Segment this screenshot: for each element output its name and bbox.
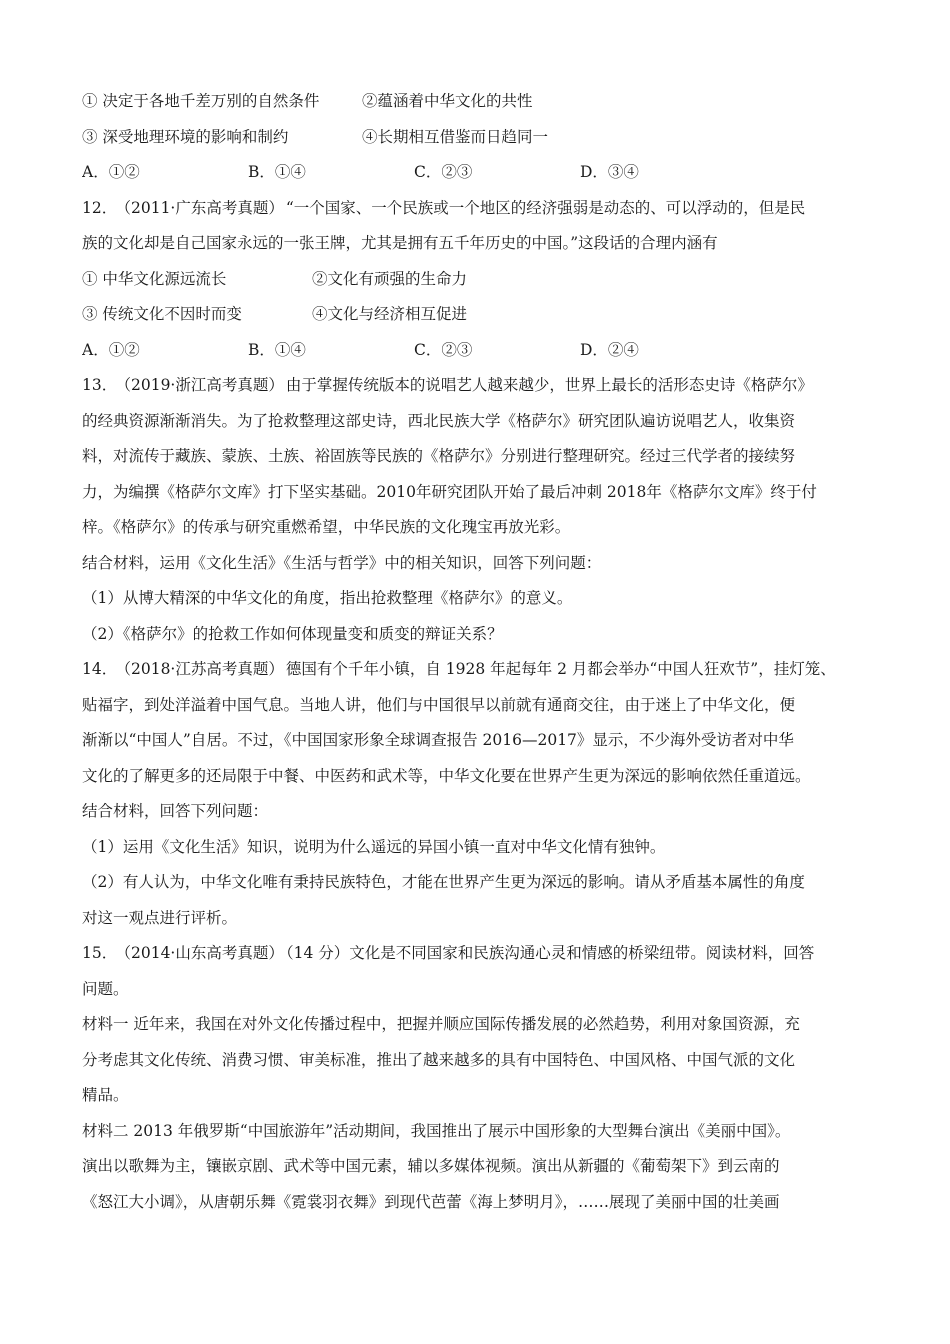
q15-number: 15．: [82, 944, 118, 962]
q14-line-2: 贴福字，到处洋溢着中国气息。当地人讲，他们与中国很早以前就有通商交往，由于迷上了中华文化，便: [82, 695, 796, 714]
q12-option-3: ③ 传统文化不因时而变: [82, 305, 242, 323]
q11-choice-c: C．②③: [414, 163, 473, 181]
q11-options-row-1: [82, 84, 882, 120]
q12-choice-d: D．②④: [580, 340, 639, 359]
q12-option-1: ① 中华文化源远流长: [82, 269, 227, 288]
q13-source: （2019·浙江高考真题）: [123, 376, 284, 394]
q11-choice-b: B．①④: [248, 163, 306, 181]
q12-choice-c: C．②③: [414, 340, 473, 359]
q14-subquestion-2-cont: 对这一观点进行评析。: [82, 908, 238, 927]
q12-options-row-2: [82, 297, 882, 333]
q13-line-4: 力，为编撰《格萨尔文库》打下坚实基础。2010年研究团队开始了最后冲刺 2018年《格萨尔文库》终于付: [82, 482, 817, 501]
q12-stem-text-1: “一个国家、一个民族或一个地区的经济强弱是动态的、可以浮动的，但是民: [285, 198, 806, 217]
q12-options-row-1: [82, 262, 882, 298]
q13-text-1: 由于掌握传统版本的说唱艺人越来越少，世界上最长的活形态史诗《格萨尔》: [285, 376, 813, 394]
q15-text-1: （14 分）文化是不同国家和民族沟通心灵和情感的桥梁纽带。阅读材料，回答: [285, 944, 815, 962]
q13-line-5: 梓。《格萨尔》的传承与研究重燃希望，中华民族的文化瑰宝再放光彩。: [82, 518, 571, 536]
q14-instruction: 结合材料，回答下列问题：: [82, 802, 269, 820]
q11-choice-d: D．③④: [580, 163, 639, 181]
q12-number: 12．: [82, 198, 118, 217]
q15-material-1-line-3: 精品。: [82, 1086, 129, 1104]
q14-source: （2018·江苏高考真题）: [123, 660, 284, 678]
q14-subquestion-1: （1）运用《文化生活》知识，说明为什么遥远的异国小镇一直对中华文化情有独钟。: [82, 837, 666, 856]
q15-material-1-line-1: 材料一 近年来，我国在对外文化传播过程中，把握并顺应国际传播发展的必然趋势，利用对象国资源，充: [82, 1015, 800, 1033]
q11-option-4: ④长期相互借鉴而日趋同一: [362, 127, 549, 146]
q11-choice-a: A．①②: [82, 163, 140, 181]
q14-line-3: 渐渐以“中国人”自居。不过，《中国国家形象全球调查报告 2016—2017》显示，不少海外受访者对中华: [82, 731, 794, 749]
q15-source: （2014·山东高考真题）: [123, 944, 284, 962]
q12-choice-b: B．①④: [248, 340, 306, 359]
q15-material-1-line-2: 分考虑其文化传统、消费习惯、审美标准，推出了越来越多的具有中国特色、中国风格、中国气派的文化: [82, 1050, 796, 1069]
q14-text-1: 德国有个千年小镇，自 1928 年起每年 2 月都会举办“中国人狂欢节”，挂灯笼、: [285, 660, 836, 678]
q14-line-4: 文化的了解更多的还局限于中餐、中医药和武术等，中华文化要在世界产生更为深远的影响依然任重道远。: [82, 766, 811, 785]
q14-line-1: [82, 652, 882, 688]
q12-option-2: ②文化有顽强的生命力: [312, 269, 468, 288]
q11-option-2: ②蕴涵着中华文化的共性: [362, 92, 533, 110]
q13-line-1: [82, 368, 882, 404]
q14-subquestion-2: （2）有人认为，中华文化唯有秉持民族特色，才能在世界产生更为深远的影响。请从矛盾基本属性的角度: [82, 873, 805, 891]
q11-option-1: ① 决定于各地千差万别的自然条件: [82, 92, 320, 110]
q15-material-2-line-3: 《怒江大小调》，从唐朝乐舞《霓裳羽衣舞》到现代芭蕾《海上梦明月》，……展现了美丽中国的壮美画: [82, 1192, 780, 1211]
q14-number: 14．: [82, 660, 118, 678]
q15-line-2: 问题。: [82, 979, 129, 998]
q13-subquestion-1: （1）从博大精深的中华文化的角度，指出抢救整理《格萨尔》的意义。: [82, 589, 573, 607]
q13-instruction: 结合材料，运用《文化生活》《生活与哲学》中的相关知识，回答下列问题：: [82, 553, 602, 572]
q15-line-1: [82, 936, 882, 972]
q13-number: 13．: [82, 376, 118, 394]
q12-stem-line-2: 族的文化却是自己国家永远的一张王牌，尤其是拥有五千年历史的中国。”这段话的合理内涵有: [82, 234, 718, 252]
q12-source: （2011·广东高考真题）: [123, 198, 284, 217]
q12-option-4: ④文化与经济相互促进: [312, 305, 468, 323]
q15-material-2-line-1: 材料二 2013 年俄罗斯“中国旅游年”活动期间，我国推出了展示中国形象的大型舞台演出《美丽中国》。: [82, 1121, 791, 1140]
q12-choices: [82, 333, 882, 369]
q12-stem-line-1: [82, 191, 882, 227]
q15-material-2-line-2: 演出以歌舞为主，镶嵌京剧、武术等中国元素，辅以多媒体视频。演出从新疆的《葡萄架下》到云南的: [82, 1157, 780, 1175]
q11-option-3: ③ 深受地理环境的影响和制约: [82, 127, 289, 146]
q11-options-row-2: [82, 120, 882, 156]
q12-choice-a: A．①②: [82, 340, 140, 359]
q13-line-3: 料，对流传于藏族、蒙族、土族、裕固族等民族的《格萨尔》分别进行整理研究。经过三代学者的接续努: [82, 447, 796, 465]
q13-line-2: 的经典资源渐渐消失。为了抢救整理这部史诗，西北民族大学《格萨尔》研究团队遍访说唱艺人，收集资: [82, 411, 796, 430]
q11-choices: [82, 155, 882, 191]
q13-subquestion-2: （2）《格萨尔》的抢救工作如何体现量变和质变的辩证关系？: [82, 624, 503, 643]
exam-page: [82, 84, 882, 1220]
